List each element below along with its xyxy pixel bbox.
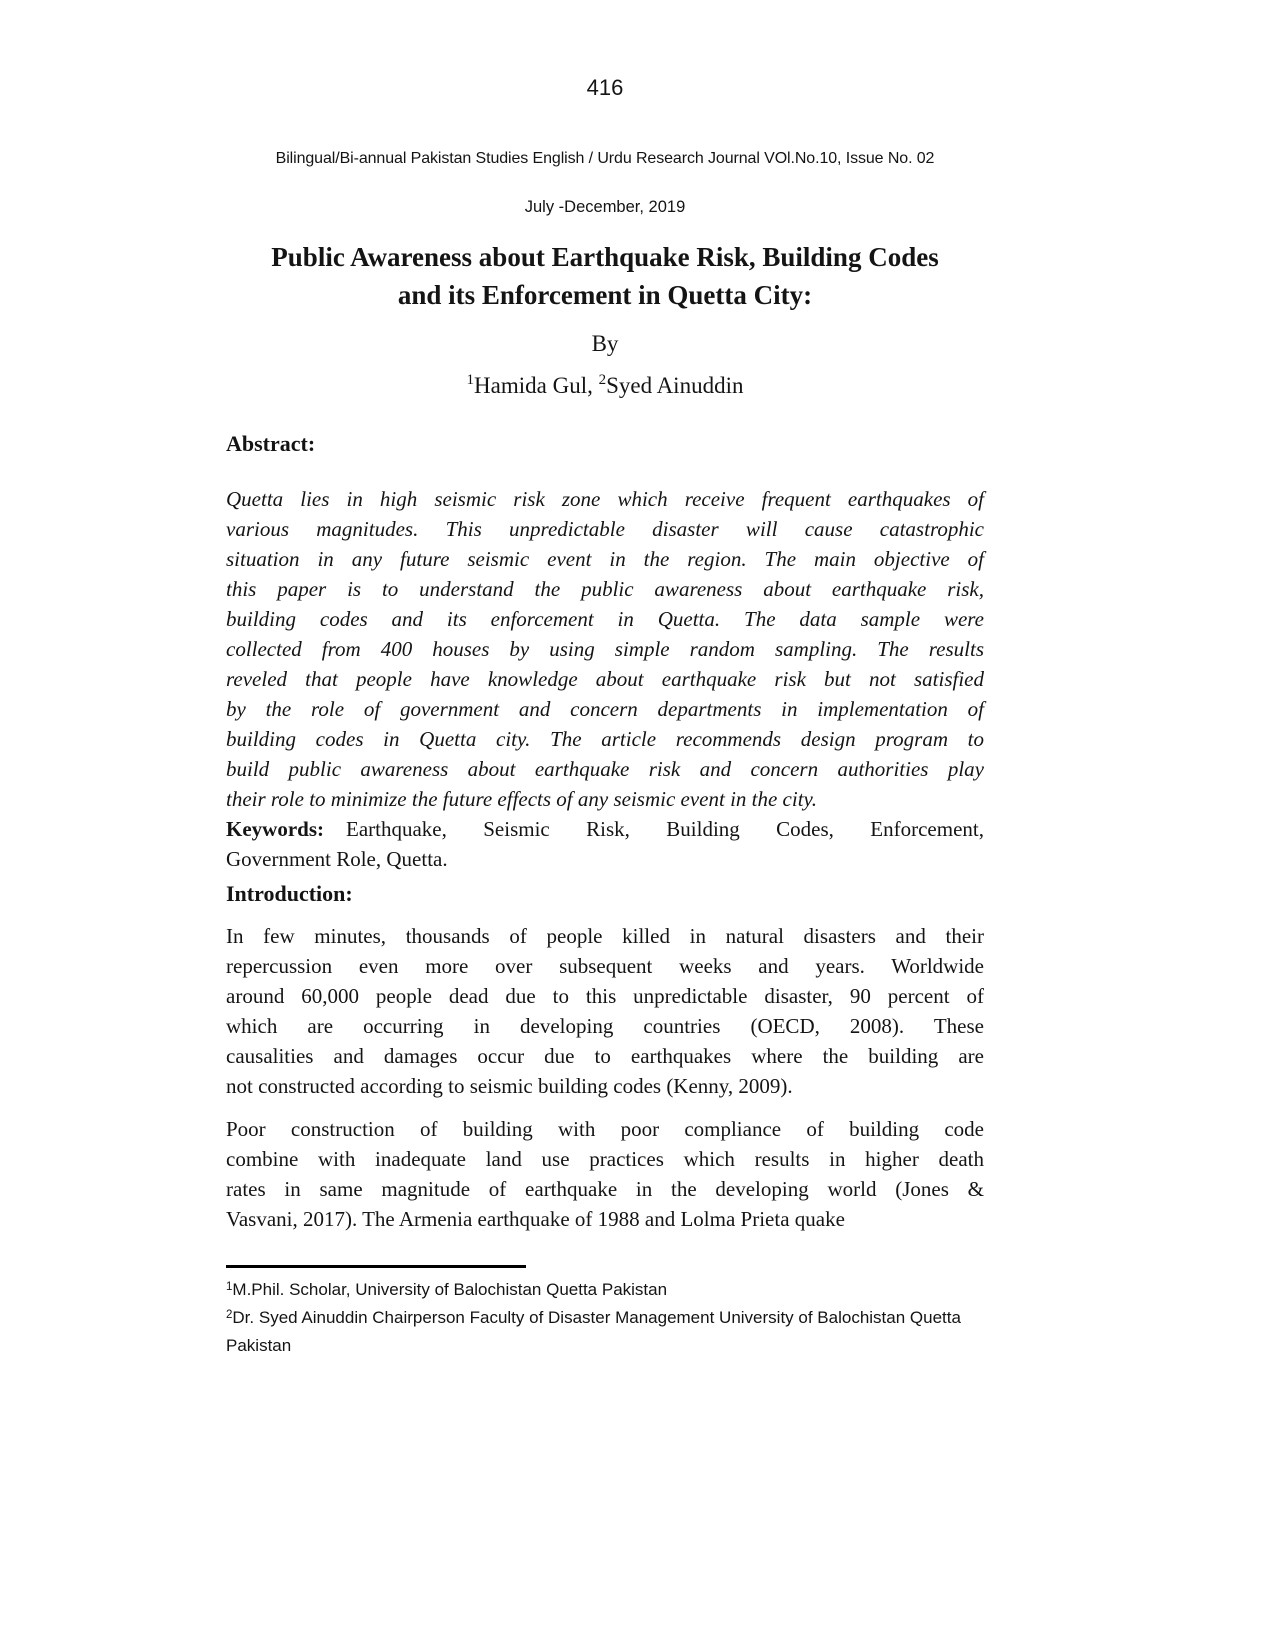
abstract-line: Quetta lies in high seismic risk zone which receive frequent earthquakes of	[226, 487, 984, 511]
abstract-line: collected from 400 houses by using simple random sampling. The results	[226, 637, 984, 661]
author-2-name: Syed Ainuddin	[606, 373, 744, 398]
keywords-list-part-2: Government Role, Quetta.	[226, 847, 448, 871]
abstract-line: various magnitudes. This unpredictable disaster will cause catastrophic	[226, 517, 984, 541]
paragraph-line: combine with inadequate land use practices which results in higher death	[226, 1147, 984, 1171]
paragraph-line: repercussion even more over subsequent weeks and years. Worldwide	[226, 954, 984, 978]
page-number: 416	[586, 75, 624, 100]
abstract-heading: Abstract:	[226, 431, 316, 456]
introduction-heading: Introduction:	[226, 881, 353, 906]
author-1-name: Hamida Gul,	[474, 373, 599, 398]
paragraph-line: not constructed according to seismic building codes (Kenny, 2009).	[226, 1074, 793, 1098]
footnote-2	[226, 1305, 984, 1358]
article-title	[226, 238, 984, 314]
abstract-line: reveled that people have knowledge about earthquake risk but not satisfied	[226, 667, 984, 691]
page-content-column	[226, 0, 984, 1358]
paragraph-line: Vasvani, 2017). The Armenia earthquake of 1988 and Lolma Prieta quake	[226, 1207, 845, 1231]
abstract-line: building codes and its enforcement in Quetta. The data sample were	[226, 607, 984, 631]
authors-line	[226, 372, 984, 403]
footnote-1	[226, 1277, 984, 1305]
footnote-1-text: M.Phil. Scholar, University of Balochistan Quetta Pakistan	[232, 1280, 668, 1299]
abstract-paragraph	[226, 484, 984, 814]
footnote-separator-rule	[226, 1265, 526, 1268]
abstract-line: build public awareness about earthquake risk and concern authorities play	[226, 757, 984, 781]
footnotes	[226, 1277, 984, 1358]
author-1-footnote-marker: 1	[466, 372, 475, 388]
footnote-2-text: Dr. Syed Ainuddin Chairperson Faculty of Disaster Management University of Balochistan Quetta Pakistan	[226, 1308, 961, 1355]
issue-date-line: July -December, 2019	[524, 198, 686, 216]
introduction-paragraph-2	[226, 1114, 984, 1234]
byline: By	[591, 331, 619, 356]
keywords-line	[226, 814, 984, 844]
abstract-line: by the role of government and concern departments in implementation of	[226, 697, 984, 721]
paragraph-line: causalities and damages occur due to earthquakes where the building are	[226, 1044, 984, 1068]
author-2-footnote-marker: 2	[598, 372, 607, 388]
paragraph-line: In few minutes, thousands of people killed in natural disasters and their	[226, 924, 984, 948]
paragraph-line: which are occurring in developing countries (OECD, 2008). These	[226, 1014, 984, 1038]
footnote-1-marker: 1	[226, 1281, 233, 1293]
keywords-paragraph	[226, 814, 984, 874]
keywords-label: Keywords:	[226, 817, 324, 841]
introduction-paragraph-1	[226, 921, 984, 1101]
keywords-list-part-1: Earthquake, Seismic Risk, Building Codes, Enforcement,	[346, 817, 984, 841]
article-title-line-2: and its Enforcement in Quetta City:	[397, 280, 813, 310]
paragraph-line: around 60,000 people dead due to this unpredictable disaster, 90 percent of	[226, 984, 984, 1008]
abstract-line: situation in any future seismic event in the region. The main objective of	[226, 547, 984, 571]
paragraph-line: rates in same magnitude of earthquake in the developing world (Jones &	[226, 1177, 984, 1201]
article-title-line-1: Public Awareness about Earthquake Risk, Building Codes	[271, 242, 939, 272]
abstract-line: this paper is to understand the public awareness about earthquake risk,	[226, 577, 984, 601]
abstract-line: their role to minimize the future effects of any seismic event in the city.	[226, 787, 817, 811]
paragraph-line: Poor construction of building with poor compliance of building code	[226, 1117, 984, 1141]
journal-header-line: Bilingual/Bi-annual Pakistan Studies English / Urdu Research Journal VOl.No.10, Issue No. 02	[275, 150, 935, 167]
footnote-2-marker: 2	[226, 1309, 233, 1321]
abstract-line: building codes in Quetta city. The article recommends design program to	[226, 727, 984, 751]
